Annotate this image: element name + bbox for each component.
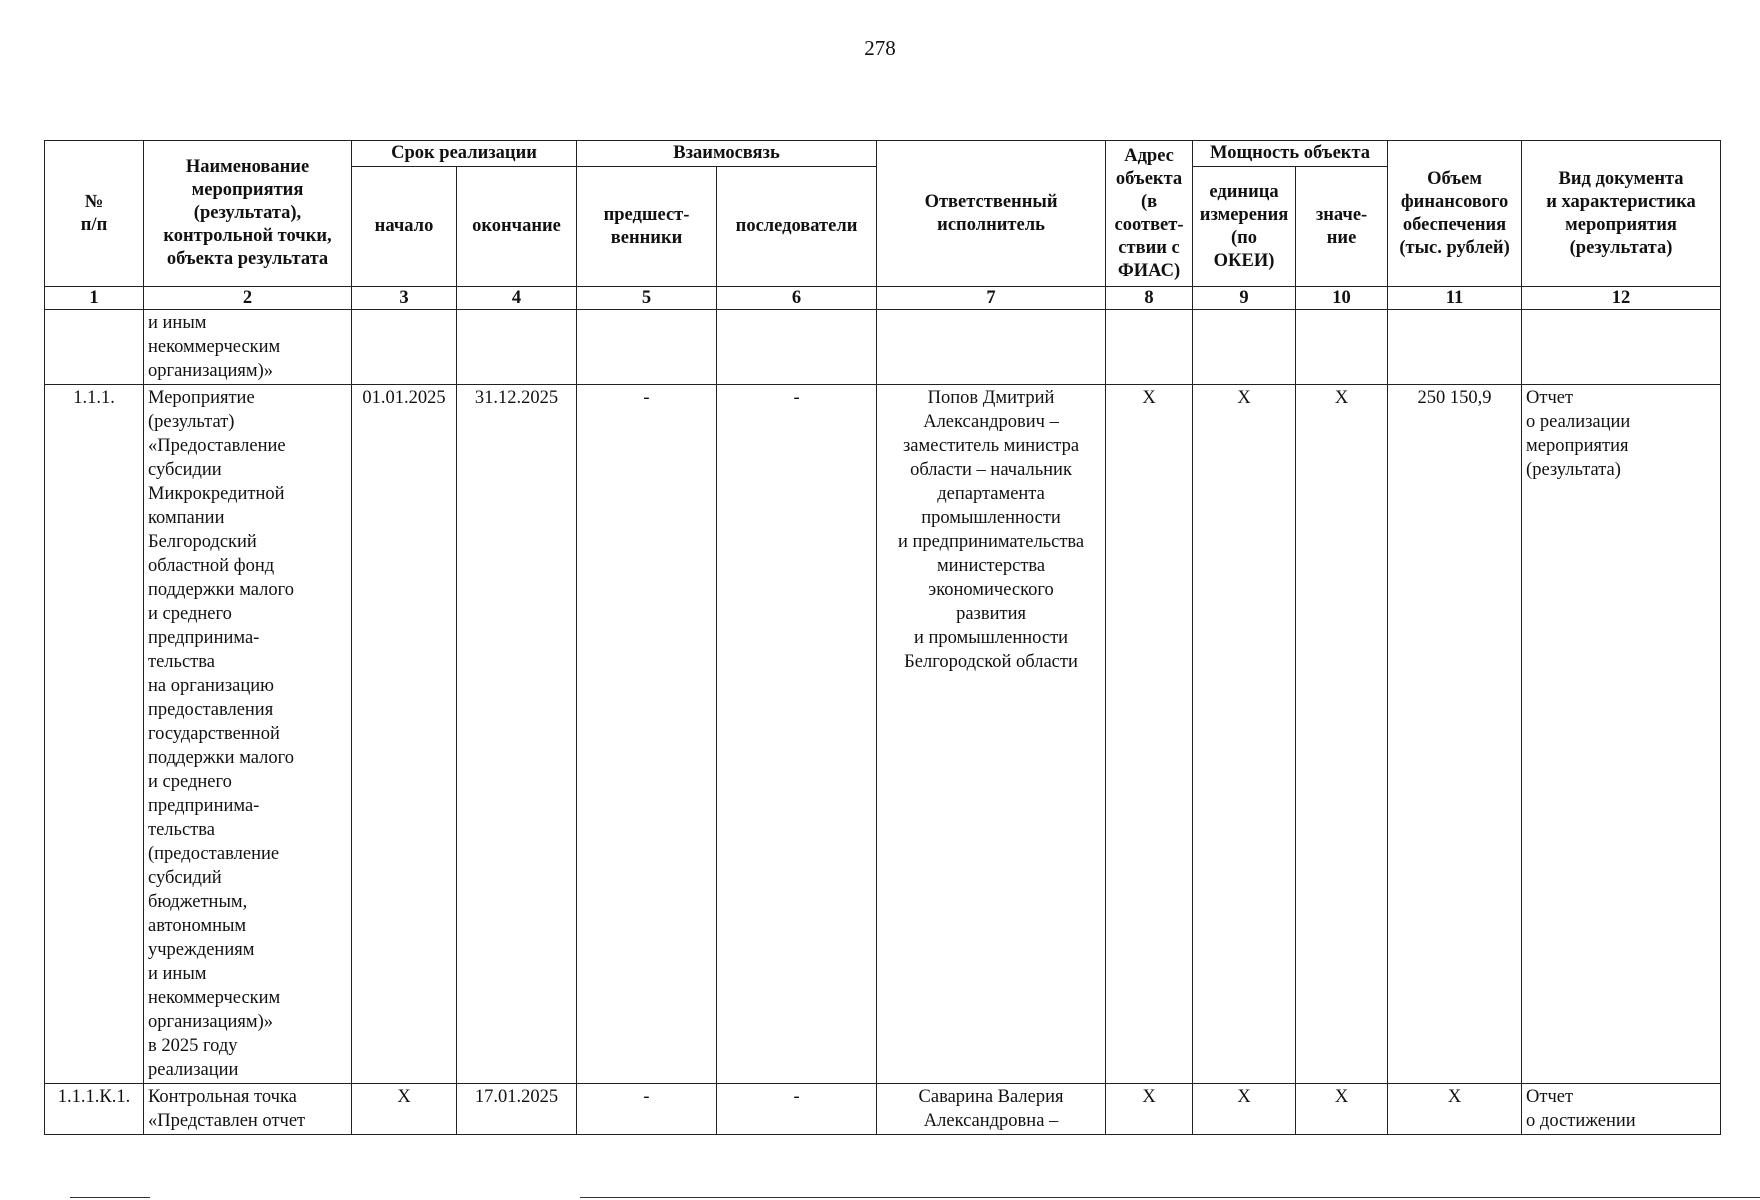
cell-doc: Отчет о реализации мероприятия (результата) xyxy=(1522,385,1721,1084)
cell-start: 01.01.2025 xyxy=(352,385,457,1084)
cell-finance: 250 150,9 xyxy=(1388,385,1522,1084)
column-number: 1 xyxy=(45,287,144,310)
cell-name: Контрольная точка «Представлен отчет xyxy=(144,1084,352,1135)
cell-unit: X xyxy=(1193,385,1296,1084)
header-capacity: Мощность объекта xyxy=(1193,141,1388,167)
cell-pred: - xyxy=(577,1084,717,1135)
header-term-end: окончание xyxy=(457,167,577,287)
cell-responsible: Попов Дмитрий Александрович – заместитель министра области – начальник департамента промышленности и предпринимательства министерства экономического развития и промышленности Белгородской области xyxy=(877,385,1106,1084)
column-number: 4 xyxy=(457,287,577,310)
cell-succ: - xyxy=(717,1084,877,1135)
column-number: 8 xyxy=(1106,287,1193,310)
table-row xyxy=(45,385,1721,1084)
plan-table xyxy=(44,140,1721,1135)
cell-end xyxy=(457,310,577,385)
footer-rule-left xyxy=(70,1197,150,1198)
cell-end: 17.01.2025 xyxy=(457,1084,577,1135)
header-link-pred: предшест- венники xyxy=(577,167,717,287)
cell-no: 1.1.1. xyxy=(45,385,144,1084)
header-no: № п/п xyxy=(45,141,144,287)
cell-start xyxy=(352,310,457,385)
column-number: 10 xyxy=(1296,287,1388,310)
header-name: Наименование мероприятия (результата), контрольной точки, объекта результата xyxy=(144,141,352,287)
footer-rule-right xyxy=(580,1197,1760,1198)
cell-pred xyxy=(577,310,717,385)
cell-doc: Отчет о достижении xyxy=(1522,1084,1721,1135)
cell-responsible xyxy=(877,310,1106,385)
header-link: Взаимосвязь xyxy=(577,141,877,167)
cell-name: Мероприятие (результат) «Предоставление субсидии Микрокредитной компании Белгородский областной фонд поддержки малого и среднего предпринима- тельства на организацию предоставления государственной поддержки малого и среднего предпринима- тельства (предоставление субсидий бюджетным, автономным учреждениям и иным некоммерческим организациям)» в 2025 году реализации xyxy=(144,385,352,1084)
table-row xyxy=(45,1084,1721,1135)
header-term: Срок реализации xyxy=(352,141,577,167)
column-number: 12 xyxy=(1522,287,1721,310)
table-row xyxy=(45,310,1721,385)
cell-unit: X xyxy=(1193,1084,1296,1135)
column-number: 9 xyxy=(1193,287,1296,310)
cell-address xyxy=(1106,310,1193,385)
column-number-row xyxy=(45,287,1721,310)
cell-succ: - xyxy=(717,385,877,1084)
header-row-1 xyxy=(45,141,1721,167)
cell-unit xyxy=(1193,310,1296,385)
cell-end: 31.12.2025 xyxy=(457,385,577,1084)
header-term-start: начало xyxy=(352,167,457,287)
header-address: Адрес объекта (в соответ- ствии с ФИАС) xyxy=(1106,141,1193,287)
cell-value: X xyxy=(1296,385,1388,1084)
column-number: 2 xyxy=(144,287,352,310)
cell-name: и иным некоммерческим организациям)» xyxy=(144,310,352,385)
cell-no xyxy=(45,310,144,385)
cell-address: X xyxy=(1106,385,1193,1084)
cell-responsible: Саварина Валерия Александровна – xyxy=(877,1084,1106,1135)
header-doc: Вид документа и характеристика мероприятия (результата) xyxy=(1522,141,1721,287)
cell-doc xyxy=(1522,310,1721,385)
column-number: 6 xyxy=(717,287,877,310)
header-finance: Объем финансового обеспечения (тыс. рублей) xyxy=(1388,141,1522,287)
page-number: 278 xyxy=(864,36,896,60)
cell-value xyxy=(1296,310,1388,385)
column-number: 3 xyxy=(352,287,457,310)
header-responsible: Ответственный исполнитель xyxy=(877,141,1106,287)
cell-finance xyxy=(1388,310,1522,385)
header-link-succ: последователи xyxy=(717,167,877,287)
header-value: значе- ние xyxy=(1296,167,1388,287)
cell-succ xyxy=(717,310,877,385)
cell-value: X xyxy=(1296,1084,1388,1135)
column-number: 11 xyxy=(1388,287,1522,310)
cell-pred: - xyxy=(577,385,717,1084)
cell-finance: X xyxy=(1388,1084,1522,1135)
cell-address: X xyxy=(1106,1084,1193,1135)
header-unit: единица измерения (по ОКЕИ) xyxy=(1193,167,1296,287)
column-number: 7 xyxy=(877,287,1106,310)
cell-start: X xyxy=(352,1084,457,1135)
cell-no: 1.1.1.К.1. xyxy=(45,1084,144,1135)
column-number: 5 xyxy=(577,287,717,310)
